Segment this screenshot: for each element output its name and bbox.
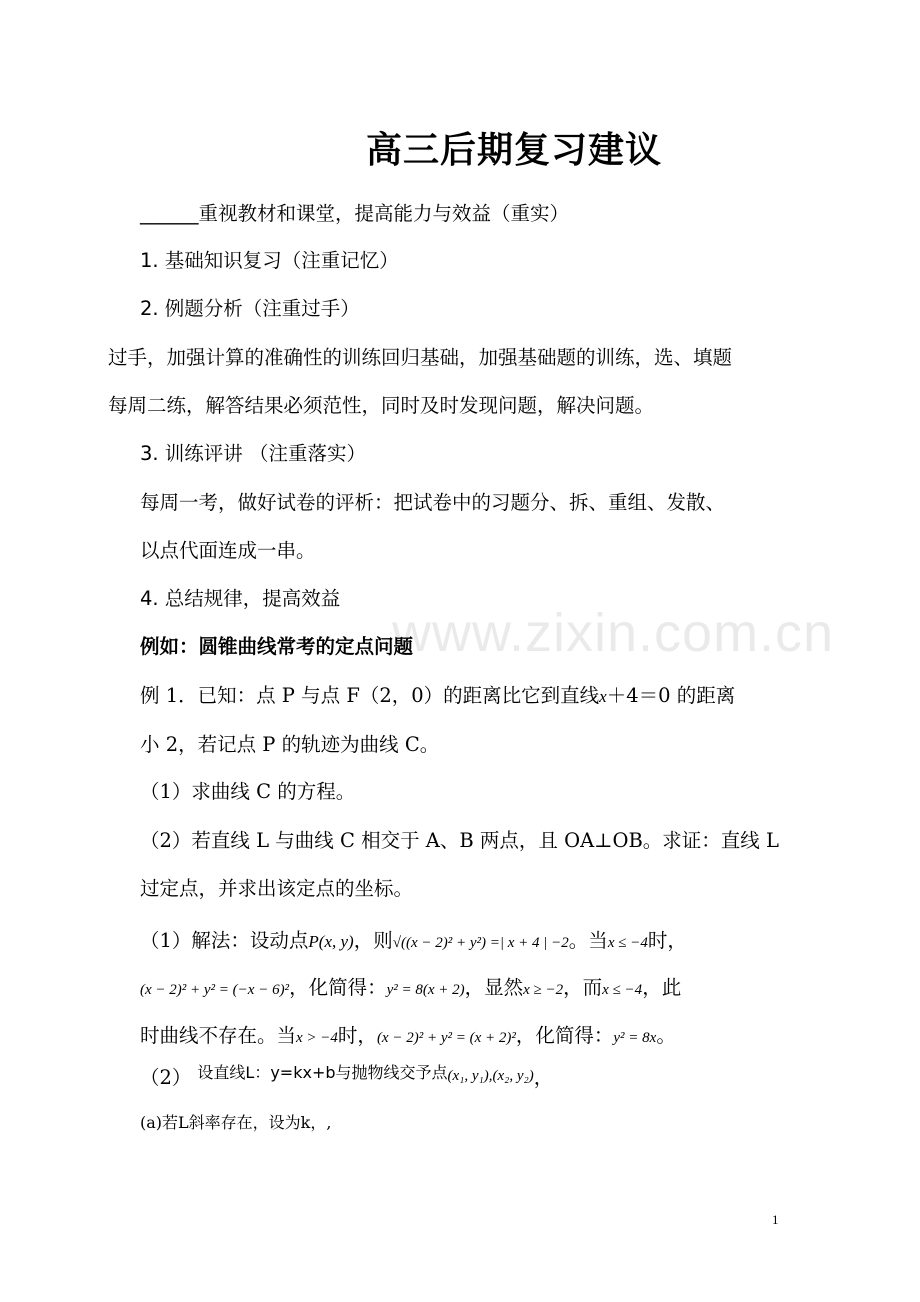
math-intersection-points: (x₁, y₁),(x₂, y₂) [447,1068,534,1084]
example-1-line-2: 小 2，若记点 P 的轨迹为曲线 C。 [140,733,440,756]
example-heading: 例如：圆锥曲线常考的定点问题 [140,635,414,658]
paragraph-1-line-1: 过手，加强计算的准确性的训练回归基础，加强基础题的训练，选、填题 [108,346,733,369]
solution-3-text-b: 时， [337,1024,377,1047]
solution-3-text-d: 。 [656,1024,676,1047]
solution-1-text-c: 。当 [568,929,608,952]
document-title: 高三后期复习建议 [366,130,663,171]
question-2-line-2: 过定点，并求出该定点的坐标。 [140,877,414,900]
math-condition-4: x > −4 [296,1030,338,1046]
paragraph-2-line-1: 每周一考，做好试卷的评析：把试卷中的习题分、拆、重组、发散、 [140,491,726,514]
solution-1-text-a: （1）解法：设动点 [140,929,309,952]
subtitle: ______重视教材和课堂，提高能力与效益（重实） [140,202,570,225]
math-equation-1: (x − 2)² + y² = (−x − 6)² [140,982,290,998]
solution-2-text-b: ，显然 [464,976,524,999]
solution-2-text-d: ，此 [642,976,682,999]
solution-3-text-a: 时曲线不存在。当 [140,1024,297,1047]
question-2-line-1: （2）若直线 L 与曲线 C 相交于 A、B 两点，且 OA⊥OB。求证：直线 L [140,829,779,852]
example-1-line-1 [140,680,735,708]
solution-3-text-c: ，化简得： [515,1024,614,1047]
case-a-line: (a)若L斜率存在，设为k，, [140,1113,332,1132]
example-1-text-b: ＋4＝0 的距离 [606,684,736,707]
paragraph-2-line-2: 以点代面连成一串。 [140,539,316,562]
math-simplified-1: y² = 8(x + 2) [386,982,465,998]
solution-2-text-c: ，而 [563,976,603,999]
math-condition-1: x ≤ −4 [607,935,648,951]
question-1: （1）求曲线 C 的方程。 [140,780,356,803]
paragraph-1-line-2: 每周二练，解答结果必须范性，同时及时发现问题，解决问题。 [108,394,655,417]
math-condition-3: x ≤ −4 [602,982,643,998]
math-condition-2: x ≥ −2 [523,982,564,998]
math-result-parabola: y² = 8x [613,1030,657,1046]
list-item-3: 3. 训练评讲 （注重落实） [140,442,367,465]
list-item-2: 2. 例题分析（注重过手） [140,297,360,320]
solution-line-2 [140,972,681,1000]
list-item-1: 1. 基础知识复习（注重记忆） [140,249,399,272]
math-distance-equation: √((x − 2)² + y²) =| x + 4 | −2 [392,935,569,951]
solution-1-text-d: 时， [647,929,687,952]
example-1-variable-x: x [599,687,607,706]
solution-1-text-b: ，则 [353,929,393,952]
part-2-label: （2） [140,1066,192,1089]
part-2-end: ， [533,1066,554,1089]
example-1-text-a: 例 1．已知：点 P 与点 F（2，0）的距离比它到直线 [140,684,600,707]
part-2-text: 设直线L：y=kx+b与抛物线交予点 [197,1063,448,1082]
solution-line-1 [140,925,687,953]
list-item-4: 4. 总结规律，提高效益 [140,587,341,610]
part-2-line [140,1062,553,1090]
math-point-p: P(x, y) [308,932,354,951]
math-equation-2: (x − 2)² + y² = (x + 2)² [376,1030,516,1046]
watermark: www.zixin.com.cn [392,603,835,663]
solution-2-text-a: ，化简得： [289,976,387,999]
page-number: 1 [772,1212,779,1227]
solution-line-3 [140,1020,676,1048]
